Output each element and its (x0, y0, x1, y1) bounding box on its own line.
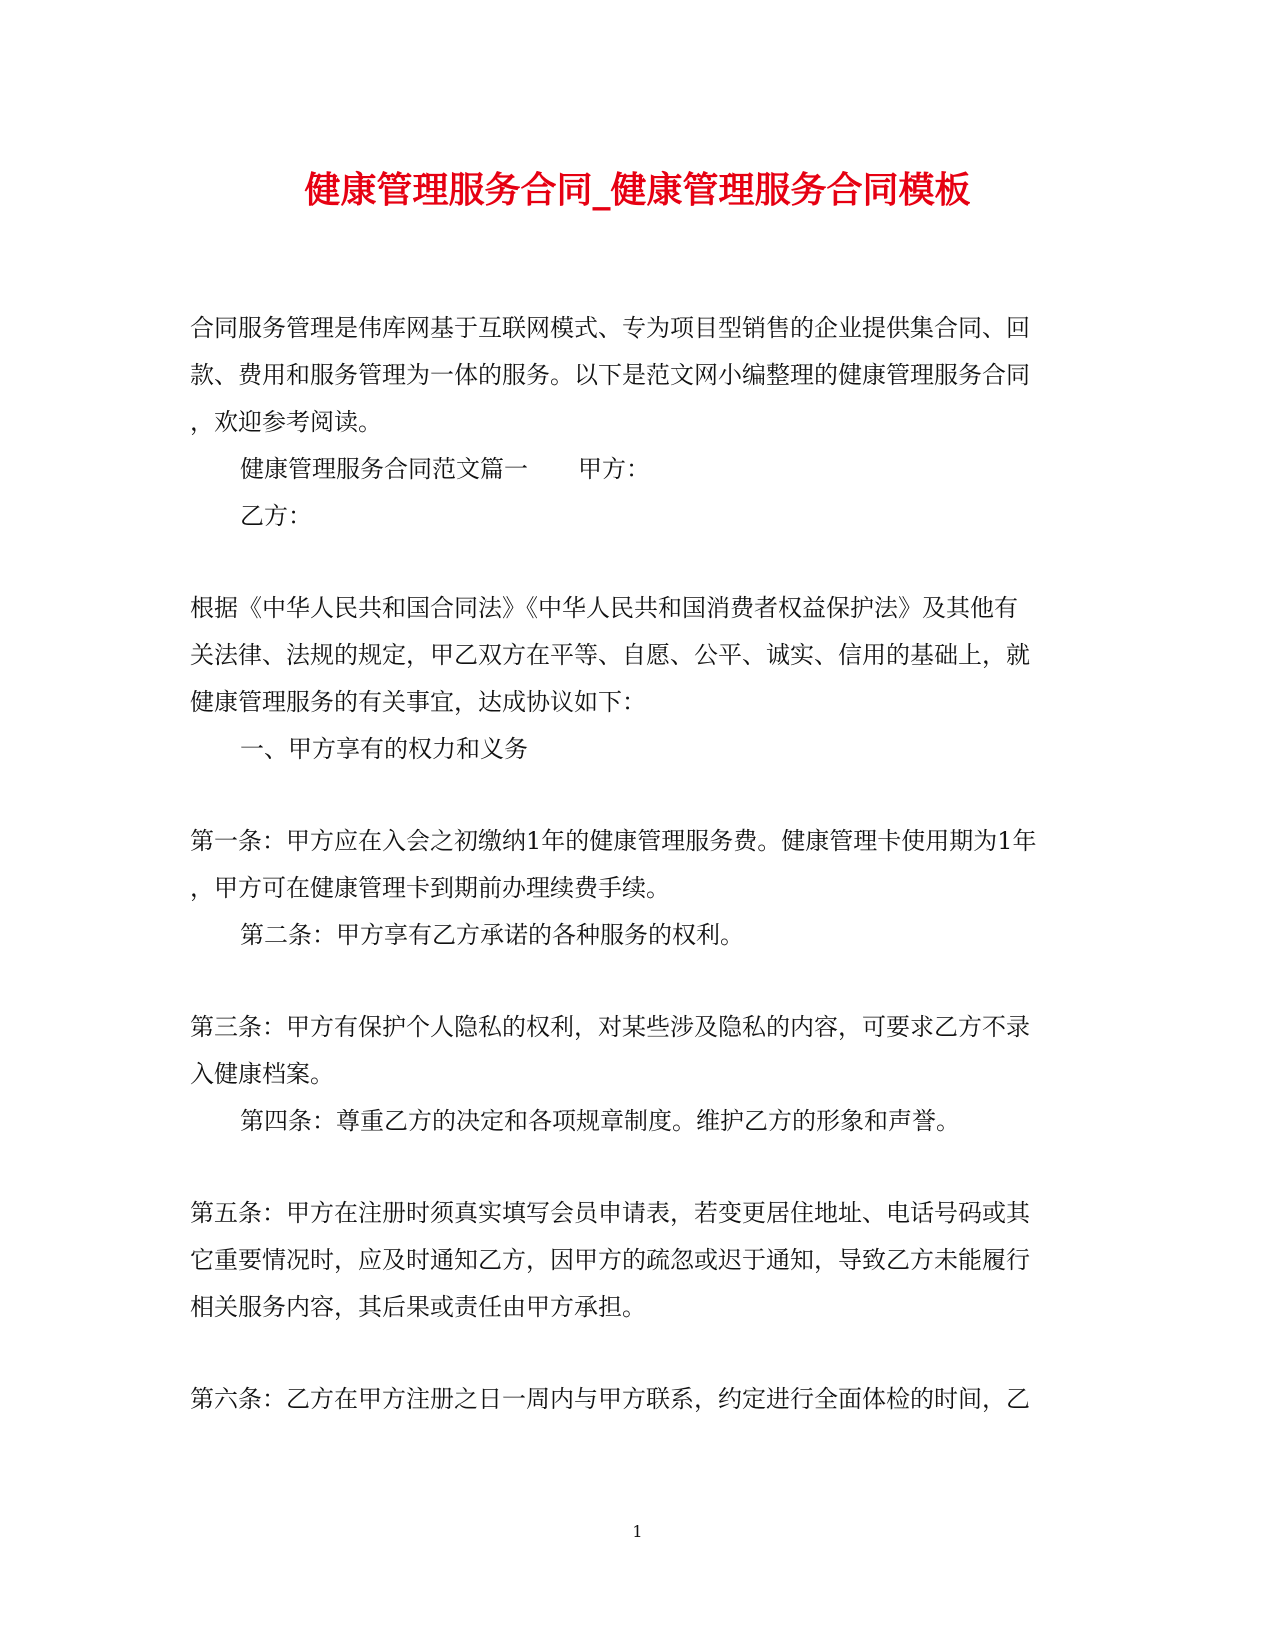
article-5-line-2: 它重要情况时，应及时通知乙方，因甲方的疏忽或迟于通知，导致乙方未能履行 (190, 1246, 1030, 1274)
party-a-label: 甲方： (578, 455, 650, 483)
sample-heading: 健康管理服务合同范文篇一 (240, 455, 528, 483)
article-5-line-1: 第五条：甲方在注册时须真实填写会员申请表，若变更居住地址、电话号码或其 (190, 1199, 1030, 1227)
intro-line-3: ，欢迎参考阅读。 (190, 408, 382, 436)
preamble-line-2: 关法律、法规的规定，甲乙双方在平等、自愿、公平、诚实、信用的基础上，就 (190, 641, 1030, 669)
article-5-line-3: 相关服务内容，其后果或责任由甲方承担。 (190, 1293, 646, 1321)
document-title: 健康管理服务合同_健康管理服务合同模板 (304, 169, 971, 211)
preamble-line-3: 健康管理服务的有关事宜，达成协议如下： (190, 688, 646, 716)
article-2: 第二条：甲方享有乙方承诺的各种服务的权利。 (240, 921, 744, 949)
preamble-line-1: 根据《中华人民共和国合同法》《中华人民共和国消费者权益保护法》及其他有 (190, 594, 1018, 622)
sample-heading-row (240, 453, 650, 485)
article-1-line-1: 第一条：甲方应在入会之初缴纳1年的健康管理服务费。健康管理卡使用期为1年 (190, 827, 1037, 855)
section-heading-1: 一、甲方享有的权力和义务 (240, 735, 528, 763)
intro-line-1: 合同服务管理是伟库网基于互联网模式、专为项目型销售的企业提供集合同、回 (190, 314, 1030, 342)
party-b-label: 乙方： (240, 502, 312, 530)
intro-line-2: 款、费用和服务管理为一体的服务。以下是范文网小编整理的健康管理服务合同 (190, 361, 1030, 389)
article-3-line-2: 入健康档案。 (190, 1060, 334, 1088)
page-number: 1 (632, 1522, 643, 1541)
article-1-line-2: ，甲方可在健康管理卡到期前办理续费手续。 (190, 874, 670, 902)
article-3-line-1: 第三条：甲方有保护个人隐私的权利，对某些涉及隐私的内容，可要求乙方不录 (190, 1013, 1030, 1041)
article-6-line-1: 第六条：乙方在甲方注册之日一周内与甲方联系，约定进行全面体检的时间，乙 (190, 1385, 1030, 1413)
article-4: 第四条：尊重乙方的决定和各项规章制度。维护乙方的形象和声誉。 (240, 1107, 960, 1135)
